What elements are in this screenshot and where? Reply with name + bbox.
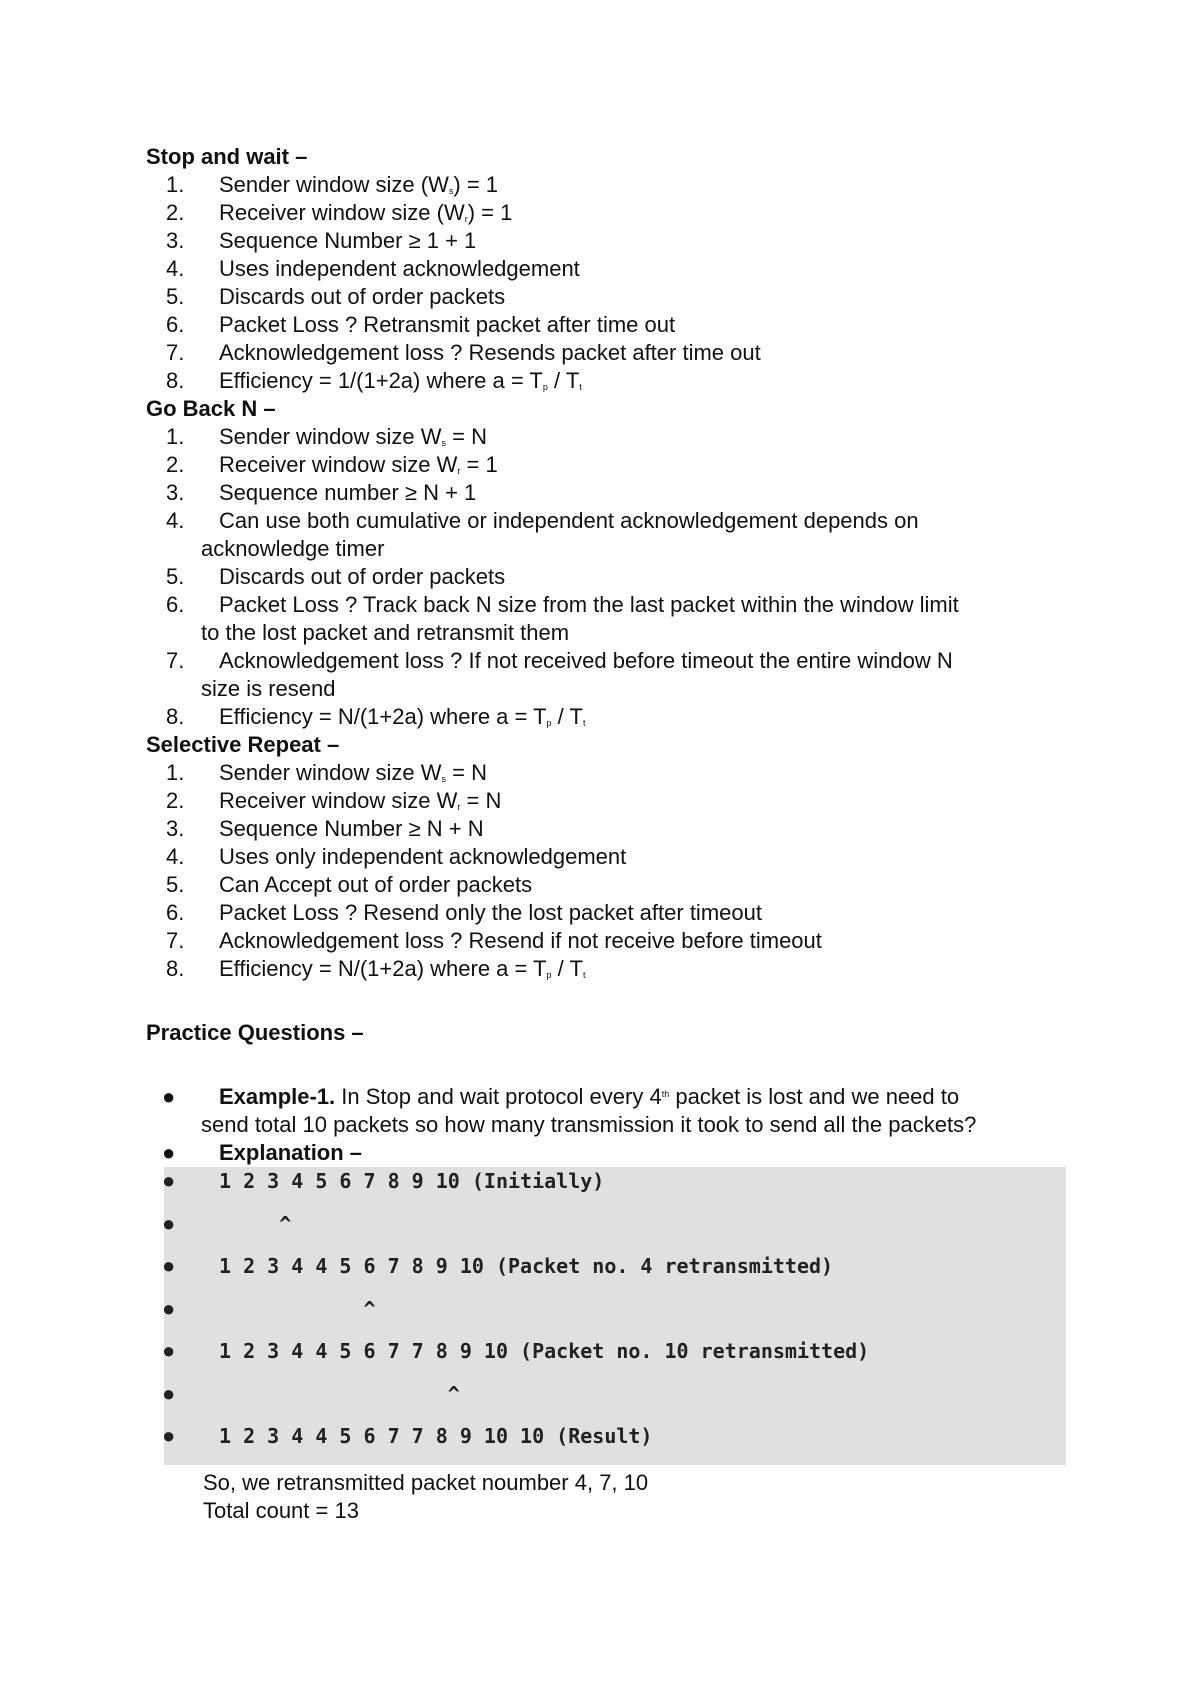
list-item-text: to the lost packet and retransmit them bbox=[201, 620, 570, 645]
list-item-text: acknowledge timer bbox=[201, 536, 385, 561]
code-line bbox=[164, 1167, 1066, 1210]
list-item bbox=[146, 563, 1066, 591]
list-item bbox=[146, 227, 1066, 255]
list-item-text: Can Accept out of order packets bbox=[219, 872, 533, 897]
bullet-icon: ● bbox=[162, 1253, 176, 1278]
list-number: 8. bbox=[166, 368, 185, 393]
bullet-icon: ● bbox=[162, 1140, 176, 1165]
example-sup: th bbox=[661, 1089, 670, 1099]
list-item bbox=[146, 759, 1066, 787]
bullet-icon: ● bbox=[162, 1168, 176, 1193]
example-label: Example-1. bbox=[219, 1084, 336, 1109]
list-number: 4. bbox=[166, 508, 185, 533]
code-text: 1 2 3 4 4 5 6 7 8 9 10 (Packet no. 4 retransmitted) bbox=[219, 1254, 834, 1278]
list-item-text: Acknowledgement loss ? Resend if not receive before timeout bbox=[219, 928, 822, 953]
subscript: p bbox=[546, 718, 552, 728]
bullet-icon: ● bbox=[162, 1084, 176, 1109]
result-line-1: So, we retransmitted packet noumber 4, 7, 10 bbox=[203, 1469, 649, 1495]
list-item-text: Acknowledgement loss ? If not received before timeout the entire window N bbox=[219, 648, 953, 673]
list-item bbox=[146, 591, 1066, 647]
list-number: 1. bbox=[166, 760, 185, 785]
section-heading: Stop and wait – bbox=[146, 144, 308, 169]
list-item bbox=[146, 451, 1066, 479]
list-number: 7. bbox=[166, 340, 185, 365]
bullet-icon: ● bbox=[162, 1338, 176, 1363]
list-item-text: Can use both cumulative or independent acknowledgement depends on bbox=[219, 508, 919, 533]
list-number: 7. bbox=[166, 928, 185, 953]
subscript: t bbox=[582, 970, 586, 980]
list-item bbox=[146, 423, 1066, 451]
list-number: 2. bbox=[166, 200, 185, 225]
subscript: s bbox=[441, 438, 447, 448]
list-item-text: Sender window size $(W_s) = 1$ bbox=[219, 172, 499, 197]
section-list bbox=[146, 423, 1066, 731]
protocol-sections bbox=[146, 143, 1066, 983]
bullet-icon: ● bbox=[162, 1380, 176, 1406]
spacer bbox=[146, 1047, 1066, 1083]
code-text: 1 2 3 4 4 5 6 7 7 8 9 10 (Packet no. 10 retransmitted) bbox=[219, 1339, 870, 1363]
section-list bbox=[146, 171, 1066, 395]
list-item bbox=[146, 899, 1066, 927]
list-item bbox=[146, 171, 1066, 199]
explanation-label: Explanation – bbox=[219, 1140, 363, 1165]
list-number: 3. bbox=[166, 480, 185, 505]
list-item-text: Sender window size $W_s = N$ bbox=[219, 760, 488, 785]
list-item bbox=[146, 955, 1066, 983]
section-heading: Selective Repeat – bbox=[146, 732, 340, 757]
list-item bbox=[146, 787, 1066, 815]
list-number: 5. bbox=[166, 872, 185, 897]
example-bullet bbox=[146, 1083, 1066, 1139]
list-item-text: Sender window size $W_s = N$ bbox=[219, 424, 488, 449]
subscript: p bbox=[542, 382, 548, 392]
subscript: s bbox=[448, 186, 454, 196]
code-line bbox=[164, 1380, 1066, 1423]
list-item bbox=[146, 815, 1066, 843]
list-item bbox=[146, 367, 1066, 395]
code-line bbox=[164, 1337, 1066, 1380]
code-text: 1 2 3 4 4 5 6 7 7 8 9 10 10 (Result) bbox=[219, 1424, 653, 1448]
code-line bbox=[164, 1295, 1066, 1338]
list-item-text: Efficiency = N/(1+2a) where $a = T_p / T_t$ bbox=[219, 704, 586, 729]
list-item bbox=[146, 647, 1066, 703]
example-text: In Stop and wait protocol every 4 bbox=[341, 1084, 662, 1109]
list-number: 4. bbox=[166, 256, 185, 281]
example-line-1 bbox=[201, 1083, 1066, 1111]
list-item bbox=[146, 703, 1066, 731]
list-number: 5. bbox=[166, 284, 185, 309]
list-item-text: Receiver window size $W_r = N$ bbox=[219, 788, 502, 813]
list-item bbox=[146, 199, 1066, 227]
list-number: 2. bbox=[166, 788, 185, 813]
code-text: ^ bbox=[219, 1296, 376, 1321]
list-item bbox=[146, 479, 1066, 507]
list-item bbox=[146, 283, 1066, 311]
list-item bbox=[146, 311, 1066, 339]
list-number: 1. bbox=[166, 172, 185, 197]
list-item-text: Uses only independent acknowledgement bbox=[219, 844, 627, 869]
subscript: r bbox=[464, 214, 468, 224]
example-line-2: send total 10 packets so how many transmission it took to send all the packets? bbox=[201, 1112, 977, 1137]
list-number: 7. bbox=[166, 648, 185, 673]
list-item-text: Packet Loss ? Retransmit packet after time out bbox=[219, 312, 676, 337]
list-item-text: Discards out of order packets bbox=[219, 564, 506, 589]
subscript: s bbox=[441, 774, 447, 784]
list-item-text: Efficiency = N/(1+2a) where $a = T_p / T_t$ bbox=[219, 956, 586, 981]
list-number: 8. bbox=[166, 704, 185, 729]
code-text: 1 2 3 4 5 6 7 8 9 10 (Initially) bbox=[219, 1169, 605, 1193]
list-item bbox=[146, 927, 1066, 955]
list-item-text: Efficiency = 1/(1+2a) where $a = T_p / T_t$ bbox=[219, 368, 582, 393]
example-text-2: packet is lost and we need to bbox=[675, 1084, 960, 1109]
list-item-text: Sequence Number ≥ 1 + 1 bbox=[219, 228, 477, 253]
list-number: 8. bbox=[166, 956, 185, 981]
list-item-text: Uses independent acknowledgement bbox=[219, 256, 580, 281]
code-line bbox=[164, 1252, 1066, 1295]
section-heading: Go Back N – bbox=[146, 396, 276, 421]
list-number: 5. bbox=[166, 564, 185, 589]
code-line bbox=[164, 1422, 1066, 1465]
list-item bbox=[146, 255, 1066, 283]
list-item-text: Receiver window size $W_r = 1$ bbox=[219, 452, 498, 477]
list-item bbox=[146, 507, 1066, 563]
subscript: r bbox=[457, 802, 461, 812]
list-item-text: size is resend bbox=[201, 676, 336, 701]
list-item-text: Packet Loss ? Resend only the lost packet after timeout bbox=[219, 900, 762, 925]
list-number: 2. bbox=[166, 452, 185, 477]
list-item-text: Sequence Number ≥ N + N bbox=[219, 816, 484, 841]
list-number: 1. bbox=[166, 424, 185, 449]
section-list bbox=[146, 759, 1066, 983]
practice-heading: Practice Questions – bbox=[146, 1020, 364, 1045]
list-number: 3. bbox=[166, 228, 185, 253]
code-line bbox=[164, 1210, 1066, 1253]
document-body bbox=[146, 143, 1066, 1525]
bullet-icon: ● bbox=[162, 1423, 176, 1448]
list-number: 6. bbox=[166, 592, 185, 617]
bullet-icon: ● bbox=[162, 1210, 176, 1236]
list-item bbox=[146, 843, 1066, 871]
spacer bbox=[146, 983, 1066, 1019]
list-number: 3. bbox=[166, 816, 185, 841]
code-text: ^ bbox=[219, 1381, 460, 1406]
subscript: p bbox=[546, 970, 552, 980]
subscript: t bbox=[582, 718, 586, 728]
list-item-text: Discards out of order packets bbox=[219, 284, 506, 309]
list-item bbox=[146, 339, 1066, 367]
subscript: t bbox=[579, 382, 582, 392]
explanation-bullet bbox=[146, 1139, 1066, 1167]
list-number: 4. bbox=[166, 844, 185, 869]
list-item-text: Packet Loss ? Track back N size from the last packet within the window limit bbox=[219, 592, 959, 617]
list-item-text: Receiver window size $(W_r) = 1$ bbox=[219, 200, 513, 225]
list-number: 6. bbox=[166, 900, 185, 925]
list-number: 6. bbox=[166, 312, 185, 337]
code-block bbox=[164, 1167, 1066, 1465]
list-item-text: Acknowledgement loss ? Resends packet after time out bbox=[219, 340, 761, 365]
subscript: r bbox=[457, 466, 461, 476]
bullet-icon: ● bbox=[162, 1295, 176, 1321]
result-line-2: Total count = 13 bbox=[203, 1497, 359, 1523]
code-text: ^ bbox=[219, 1211, 292, 1236]
list-item bbox=[146, 871, 1066, 899]
list-item-text: Sequence number ≥ N + 1 bbox=[219, 480, 477, 505]
